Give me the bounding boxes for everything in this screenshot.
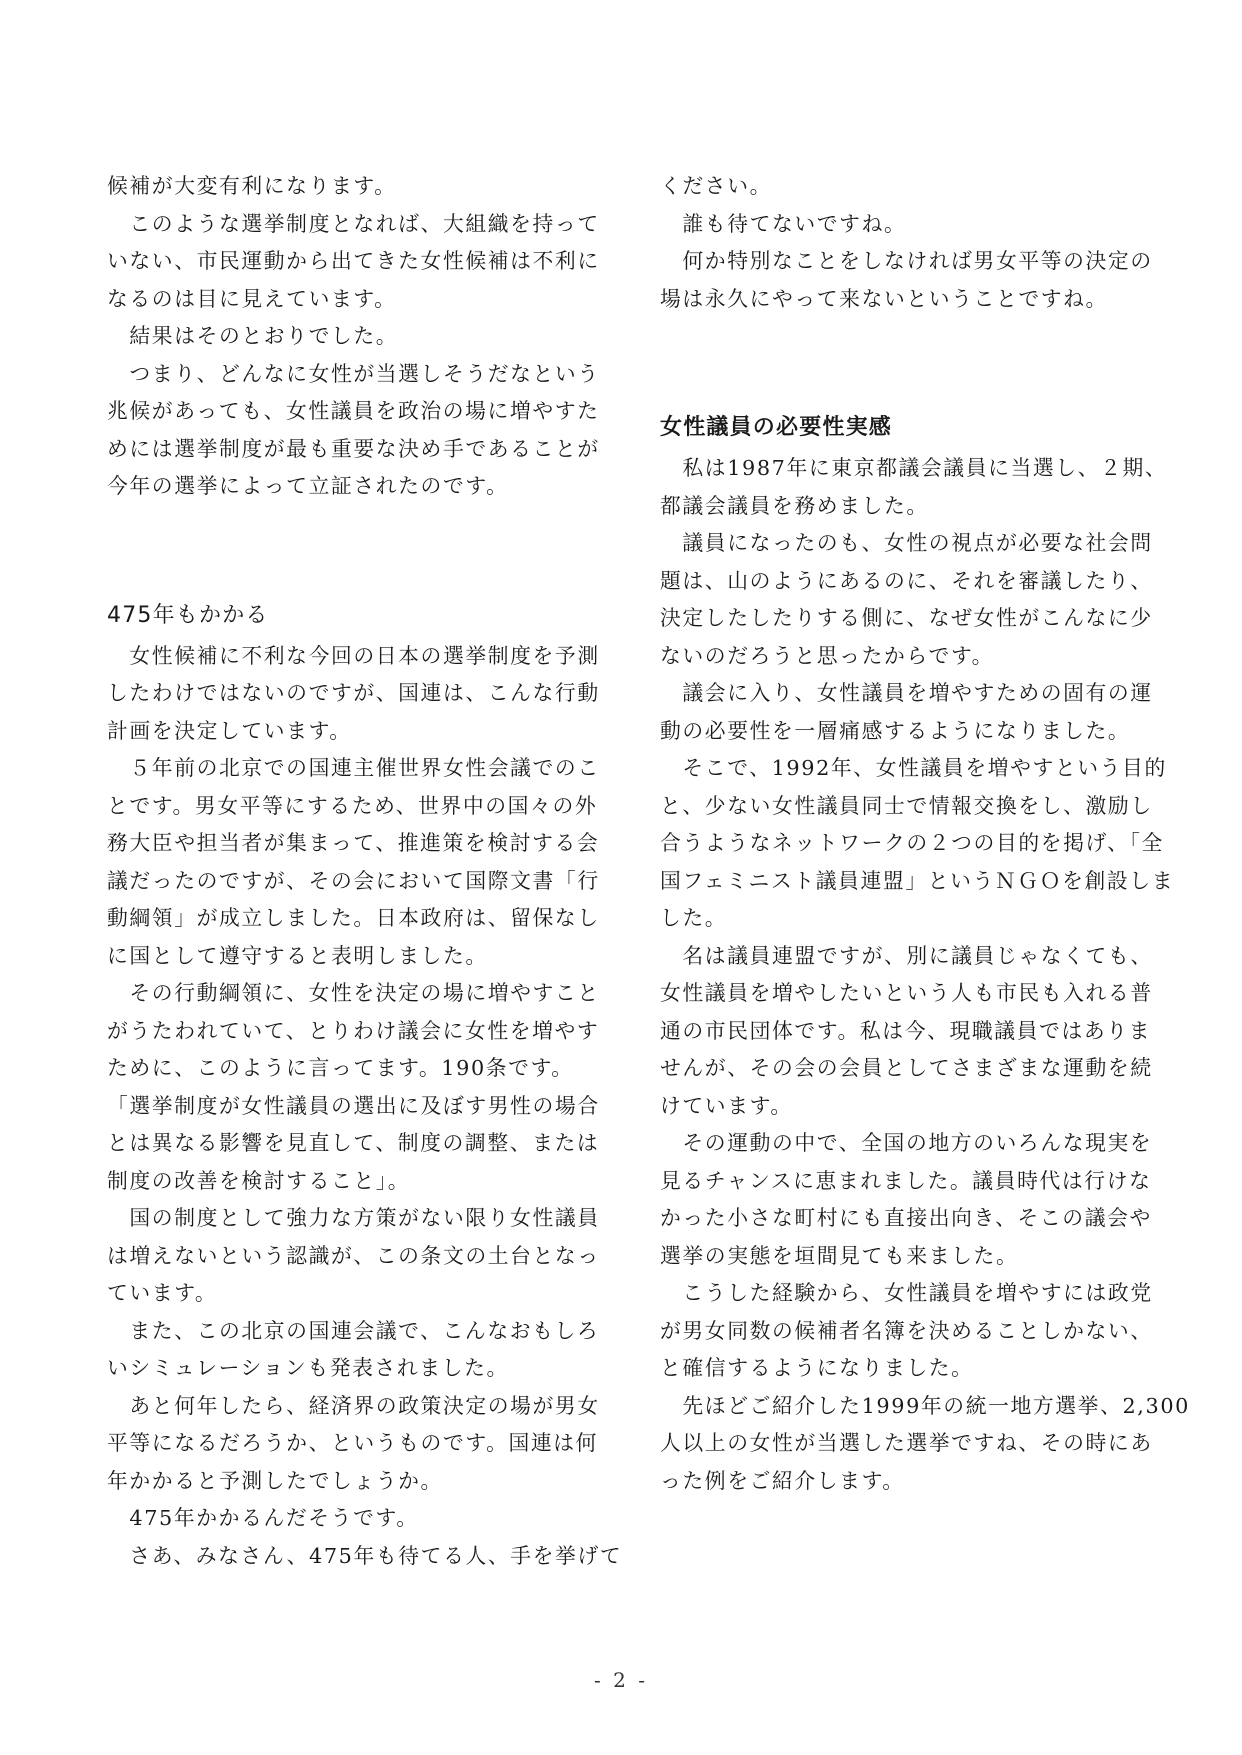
text-line: 動の必要性を一層痛感するようになりました。 bbox=[660, 718, 1131, 743]
text-line: あと何年したら、経済界の政策決定の場が男女 bbox=[107, 1393, 600, 1418]
section-gap bbox=[107, 506, 597, 594]
text-line: 候補が大変有利になります。 bbox=[107, 174, 397, 198]
text-line: 場は永久にやって来ないということですね。 bbox=[660, 286, 1108, 311]
text-line: とです。男女平等にするため、世界中の国々の外 bbox=[107, 793, 598, 818]
text-line: 女性議員を増やしたいという人も市民も入れる普 bbox=[660, 981, 1153, 1005]
right-column bbox=[660, 168, 1191, 1500]
text-line: 兆候があっても、女性議員を政治の場に増やすた bbox=[107, 399, 600, 423]
text-line: 合うようなネットワークの２つの目的を掲げ、「全 bbox=[660, 831, 1164, 855]
quote-line: とは異なる影響を見直して、制度の調整、または bbox=[107, 1131, 600, 1155]
text-line: 平等になるだろうか、というものです。国連は何 bbox=[107, 1431, 599, 1455]
text-line: った例をご紹介します。 bbox=[660, 1468, 905, 1493]
text-line: した。 bbox=[660, 906, 728, 930]
page-number: - 2 - bbox=[594, 1668, 648, 1692]
text-line: 動綱領」が成立しました。日本政府は、留保なし bbox=[107, 906, 600, 930]
text-line: 何か特別なことをしなければ男女平等の決定の bbox=[660, 249, 1153, 273]
text-line: かった小さな町村にも直接出向き、そこの議会や bbox=[660, 1206, 1152, 1230]
text-line: いない、市民運動から出てきた女性候補は不利に bbox=[107, 249, 600, 273]
text-line: 通の市民団体です。私は今、現職議員ではありま bbox=[660, 1018, 1152, 1043]
text-line: 計画を決定しています。 bbox=[107, 718, 352, 743]
text-line: 議員になったのも、女性の視点が必要な社会問 bbox=[660, 531, 1153, 555]
text-line: 人以上の女性が当選した選挙ですね、その時にあ bbox=[660, 1431, 1153, 1455]
text-line: 議だったのですが、その会において国際文書「行 bbox=[107, 868, 600, 893]
text-line: が男女同数の候補者名簿を決めることしかない、 bbox=[660, 1318, 1153, 1343]
text-line: 名は議員連盟ですが、別に議員じゃなくても、 bbox=[660, 943, 1153, 968]
text-line: 先ほどご紹介した1999年の統一地方選挙、2,300 bbox=[660, 1393, 1191, 1418]
text-line: と、少ない女性議員同士で情報交換をし、激励し bbox=[660, 793, 1153, 818]
text-line: と確信するようになりました。 bbox=[660, 1356, 974, 1380]
quote-line: 「選挙制度が女性議員の選出に及ぼす男性の場合 bbox=[107, 1093, 600, 1118]
text-line: は増えないという認識が、この条文の土台となっ bbox=[107, 1243, 600, 1268]
text-line: がうたわれていて、とりわけ議会に女性を増やす bbox=[107, 1018, 600, 1043]
text-line: に国として遵守すると表明しました。 bbox=[107, 943, 488, 968]
text-line: その行動綱領に、女性を決定の場に増やすこと bbox=[107, 981, 600, 1005]
text-line: 私は1987年に東京都議会議員に当選し、２期、 bbox=[660, 456, 1168, 480]
text-line: さあ、みなさん、475年も待てる人、手を挙げて bbox=[107, 1543, 623, 1568]
text-line: ５年前の北京での国連主催世界女性会議でのこ bbox=[107, 756, 600, 780]
text-line: 年かかると予測したでしょうか。 bbox=[107, 1468, 443, 1493]
text-line: 結果はそのとおりでした。 bbox=[107, 324, 399, 348]
text-line: せんが、その会の会員としてさまざまな運動を続 bbox=[660, 1056, 1153, 1080]
text-line: 都議会議員を務めました。 bbox=[660, 493, 929, 518]
text-line: また、この北京の国連会議で、こんなおもしろ bbox=[107, 1318, 600, 1343]
left-column bbox=[107, 168, 623, 1575]
text-line: したわけではないのですが、国連は、こんな行動 bbox=[107, 681, 600, 705]
text-line: このような選挙制度となれば、大組織を持って bbox=[107, 211, 600, 236]
text-line: 決定したしたりする側に、なぜ女性がこんなに少 bbox=[660, 606, 1153, 630]
text-line: 選挙の実態を垣間見ても来ました。 bbox=[660, 1243, 1019, 1268]
text-line: 議会に入り、女性議員を増やすための固有の運 bbox=[660, 681, 1153, 705]
text-line: 475年かかるんだそうです。 bbox=[107, 1506, 419, 1530]
text-line: こうした経験から、女性議員を増やすには政党 bbox=[660, 1281, 1153, 1305]
text-line: 国の制度として強力な方策がない限り女性議員 bbox=[107, 1206, 600, 1230]
text-line: ために、このように言ってます。190条です。 bbox=[107, 1056, 574, 1080]
text-line: ています。 bbox=[107, 1281, 218, 1305]
quote-line: 制度の改善を検討すること」。 bbox=[107, 1168, 411, 1193]
text-line: 女性候補に不利な今回の日本の選挙制度を予測 bbox=[107, 643, 600, 668]
text-line: けています。 bbox=[660, 1093, 793, 1118]
left-intro-paragraphs bbox=[107, 168, 600, 506]
text-line: 誰も待てないですね。 bbox=[660, 211, 907, 236]
text-line: そこで、1992年、女性議員を増やすという目的 bbox=[660, 756, 1167, 780]
section-gap bbox=[660, 318, 1150, 406]
text-line: 今年の選挙によって立証されたのです。 bbox=[107, 474, 509, 498]
text-line: 務大臣や担当者が集まって、推進策を検討する会 bbox=[107, 831, 600, 855]
text-line: つまり、どんなに女性が当選しそうだなという bbox=[107, 361, 600, 386]
text-line: その運動の中で、全国の地方のいろんな現実を bbox=[660, 1131, 1153, 1155]
text-line: 題は、山のようにあるのに、それを審議したり、 bbox=[660, 568, 1153, 593]
text-line: ないのだろうと思ったからです。 bbox=[660, 643, 995, 668]
text-line: いシミュレーションも発表されました。 bbox=[107, 1356, 509, 1380]
text-line: なるのは目に見えています。 bbox=[107, 286, 397, 311]
text-line: 見るチャンスに恵まれました。議員時代は行けな bbox=[660, 1168, 1152, 1193]
text-line: 国フェミニスト議員連盟」というＮＧＯを創設しま bbox=[660, 868, 1175, 893]
section-heading-necessity: 女性議員の必要性実感 bbox=[660, 415, 893, 440]
text-line: めには選挙制度が最も重要な決め手であることが bbox=[107, 436, 600, 461]
left-body-paragraphs bbox=[107, 638, 623, 1576]
right-body-paragraphs bbox=[660, 450, 1191, 1500]
right-intro-paragraphs bbox=[660, 168, 1153, 318]
section-heading-475-years: 475年もかかる bbox=[107, 602, 269, 628]
text-line: ください。 bbox=[660, 174, 772, 198]
